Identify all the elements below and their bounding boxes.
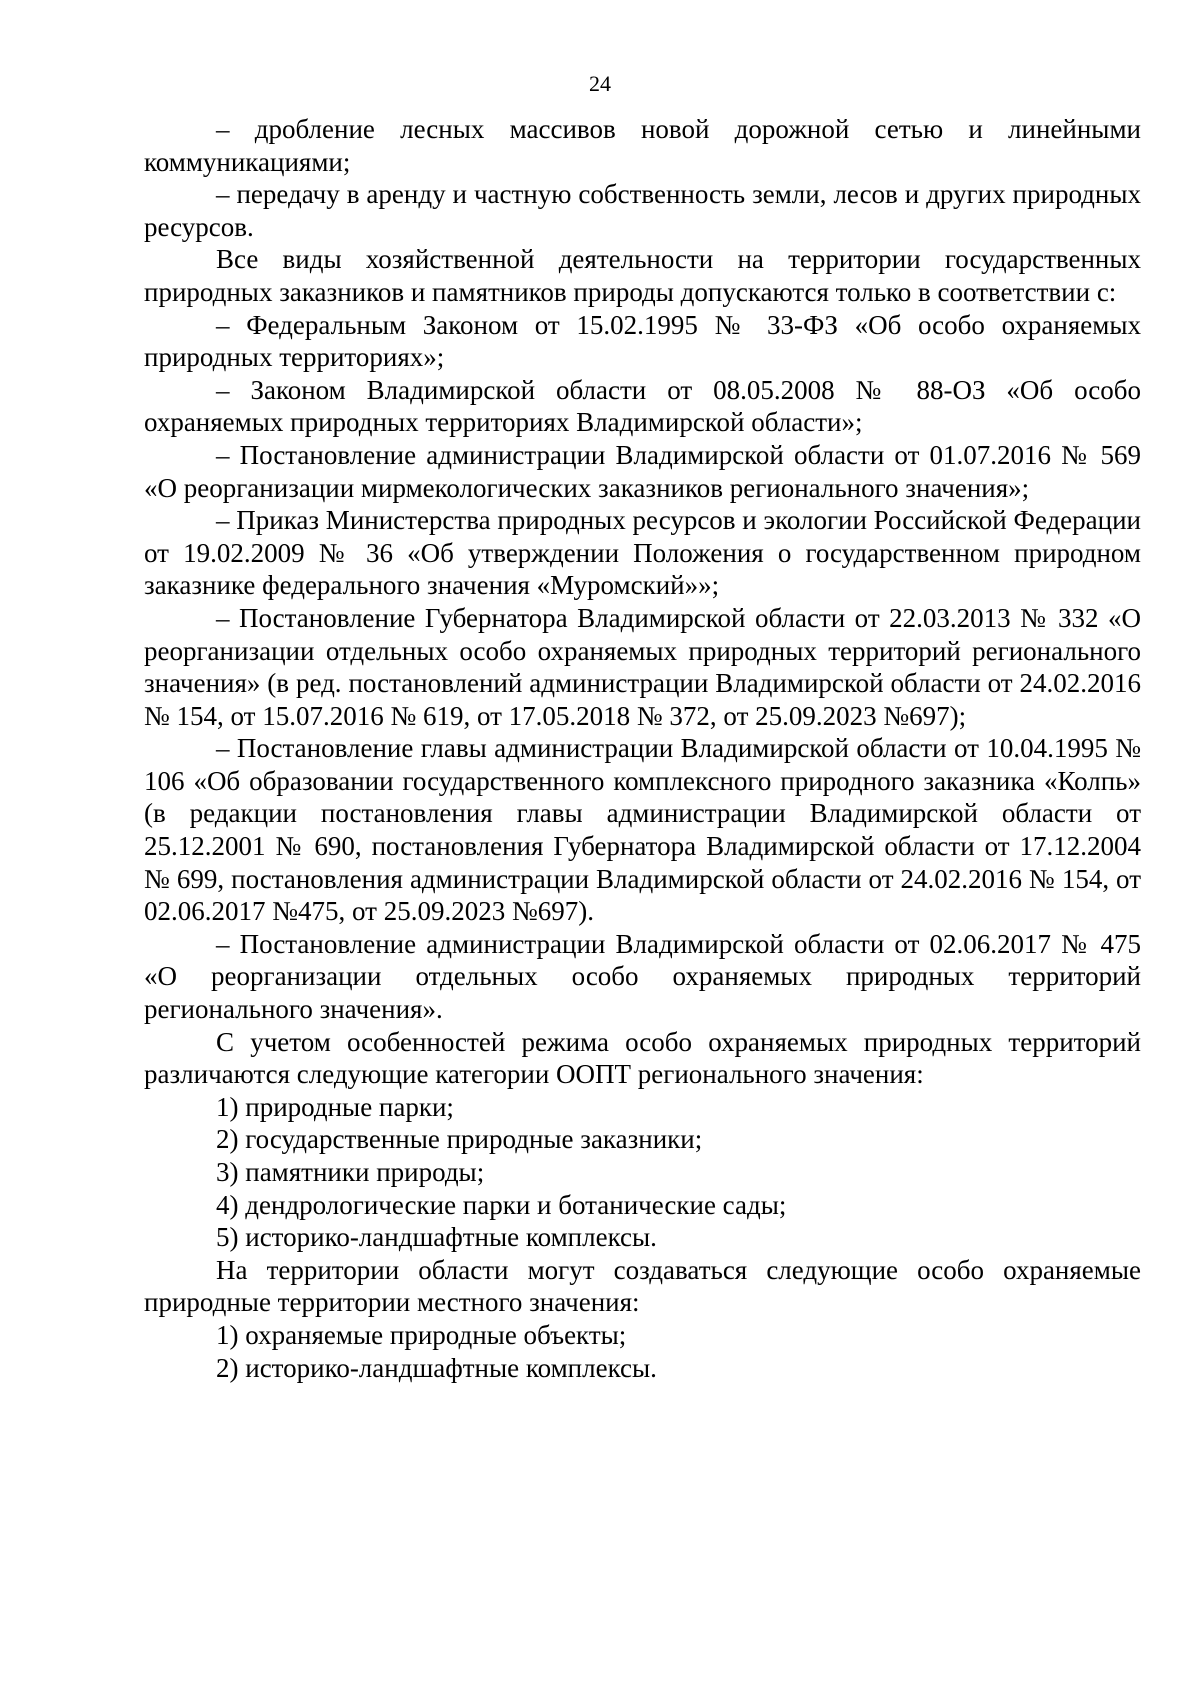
- list-item: 2) историко-ландшафтные комплексы.: [216, 1352, 657, 1383]
- paragraph-local-intro: На территории области могут создаваться следующие особо охраняемые природные территории местного значения:: [144, 1254, 1141, 1318]
- paragraph-fragmentation: – дробление лесных массивов новой дорожной сетью и линейными коммуникациями;: [144, 114, 1141, 177]
- paragraph-activities-intro: Все виды хозяйственной деятельности на территории государственных природных заказников и памятников природы допускаются только в соответствии с:: [144, 244, 1141, 307]
- list-item: 5) историко-ландшафтные комплексы.: [216, 1222, 657, 1253]
- page-number: 24: [589, 71, 611, 96]
- paragraph-resolution-106: – Постановление главы администрации Владимирской области от 10.04.1995 № 106 «Об образовании государственного комплексного природного заказника «Колпь» (в редакции постановления главы администрации Владимирской области от 25.12.2001 № 690, постановления Губернатора Владимирской области от 17.12.2004 № 699, постановления администрации Владимирской области от 24.02.2016 № 154, от 02.06.2017 №475, от 25.09.2023 №697).: [144, 733, 1141, 927]
- paragraph-resolution-332: – Постановление Губернатора Владимирской области от 22.03.2013 № 332 «О реорганизации отдельных особо охраняемых природных территорий регионального значения» (в ред. постановлений администрации Владимирской области от 24.02.2016 № 154, от 15.07.2016 № 619, от 17.05.2018 № 372, от 25.09.2023 №697);: [144, 602, 1141, 731]
- list-item: 1) охраняемые природные объекты;: [216, 1319, 627, 1350]
- document-body: [144, 113, 1141, 1384]
- paragraph-order-36: – Приказ Министерства природных ресурсов и экологии Российской Федерации от 19.02.2009 № 36 «Об утверждении Положения о государственном природном заказнике федерального значения «Муромский»»;: [144, 505, 1142, 601]
- list-item: 3) памятники природы;: [216, 1157, 485, 1187]
- paragraph-federal-law: – Федеральным Законом от 15.02.1995 № 33-ФЗ «Об особо охраняемых природных территориях»;: [144, 309, 1141, 373]
- paragraph-resolution-475: – Постановление администрации Владимирской области от 02.06.2017 № 475 «О реорганизации отдельных особо охраняемых природных территорий регионального значения».: [144, 928, 1141, 1025]
- list-item: 1) природные парки;: [216, 1091, 454, 1122]
- paragraph-lease: – передачу в аренду и частную собственность земли, лесов и других природных ресурсов.: [144, 179, 1141, 242]
- list-item: 2) государственные природные заказники;: [216, 1124, 703, 1155]
- list-item: 4) дендрологические парки и ботанические сады;: [216, 1189, 787, 1220]
- paragraph-resolution-569: – Постановление администрации Владимирской области от 01.07.2016 № 569 «О реорганизации мирмекологических заказников регионального значения»;: [144, 439, 1141, 503]
- paragraph-categories-intro: С учетом особенностей режима особо охраняемых природных территорий различаются следующие категории ООПТ регионального значения:: [144, 1026, 1141, 1090]
- paragraph-regional-law: – Законом Владимирской области от 08.05.2008 № 88-ОЗ «Об особо охраняемых природных территориях Владимирской области»;: [144, 374, 1141, 438]
